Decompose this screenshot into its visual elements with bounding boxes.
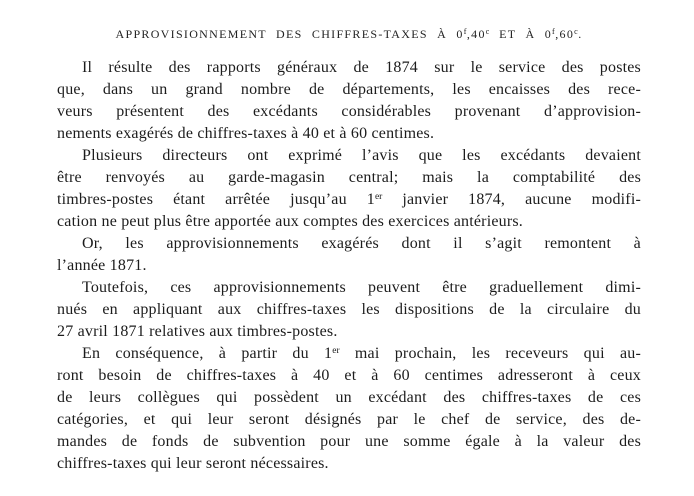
- text-line: de leurs collègues qui possèdent un excédant des chiffres-taxes de ces: [57, 389, 641, 406]
- text-line: ront besoin de chiffres-taxes à 40 et à 60 centimes adresseront à ceux: [57, 367, 641, 384]
- superscript-franc: f: [463, 27, 467, 36]
- text-line: que, dans un grand nombre de départements, les encaisses des rece-: [57, 81, 641, 98]
- text-line: nués en appliquant aux chiffres-taxes les dispositions de la circulaire du: [57, 301, 641, 318]
- text-line: cation ne peut plus être apportée aux comptes des exercices antérieurs.: [57, 213, 524, 230]
- paragraph-4: [57, 277, 641, 343]
- text-line: 27 avril 1871 relatives aux timbres-postes.: [57, 323, 338, 340]
- paragraph-5: [57, 343, 641, 475]
- text-line: catégories, et qui leur seront désignés par le chef de service, des de-: [57, 411, 641, 428]
- text-line: veurs présentent des excédants considérables provenant d’approvision-: [57, 103, 641, 120]
- superscript-centime: c: [574, 27, 579, 36]
- heading-text: ,40: [466, 27, 486, 41]
- document-heading: [57, 27, 641, 41]
- heading-text: ET À 0: [489, 27, 553, 41]
- text-line: Toutefois, ces approvisionnements peuvent être graduellement dimi-: [82, 279, 641, 296]
- text-segment: mai prochain, les receveurs qui au-: [339, 345, 642, 362]
- heading-text: ,60: [555, 27, 575, 41]
- heading-text: .: [578, 27, 583, 41]
- text-line: mandes de fonds de subvention pour une somme égale à la valeur des: [57, 433, 641, 450]
- text-line: Plusieurs directeurs ont exprimé l’avis que les excédants devaient: [82, 147, 641, 164]
- superscript-franc: f: [552, 27, 556, 36]
- superscript-ordinal: er: [374, 192, 383, 202]
- text-segment: janvier 1874, aucune modifi-: [382, 191, 641, 208]
- paragraph-3: [57, 233, 641, 277]
- text-line: [57, 189, 641, 211]
- text-line: [57, 343, 641, 365]
- document-body: [57, 27, 641, 475]
- text-segment: En conséquence, à partir du 1: [82, 345, 333, 362]
- text-line: chiffres-taxes qui leur seront nécessaires.: [57, 455, 329, 472]
- heading-text: APPROVISIONNEMENT DES CHIFFRES-TAXES À 0: [115, 27, 464, 41]
- text-line: l’année 1871.: [57, 257, 147, 274]
- paragraph-2: [57, 145, 641, 233]
- paragraph-1: [57, 57, 641, 145]
- text-line: Or, les approvisionnements exagérés dont il s’agit remontent à: [82, 235, 641, 252]
- superscript-ordinal: er: [332, 346, 340, 356]
- text-line: nements exagérés de chiffres-taxes à 40 et à 60 centimes.: [57, 125, 435, 142]
- text-segment: timbres-postes étant arrêtée jusqu’au 1: [57, 191, 375, 208]
- text-line: Il résulte des rapports généraux de 1874 sur le service des postes: [82, 59, 641, 76]
- text-line: être renvoyés au garde-magasin central; mais la comptabilité des: [57, 169, 641, 186]
- superscript-centime: c: [485, 27, 490, 36]
